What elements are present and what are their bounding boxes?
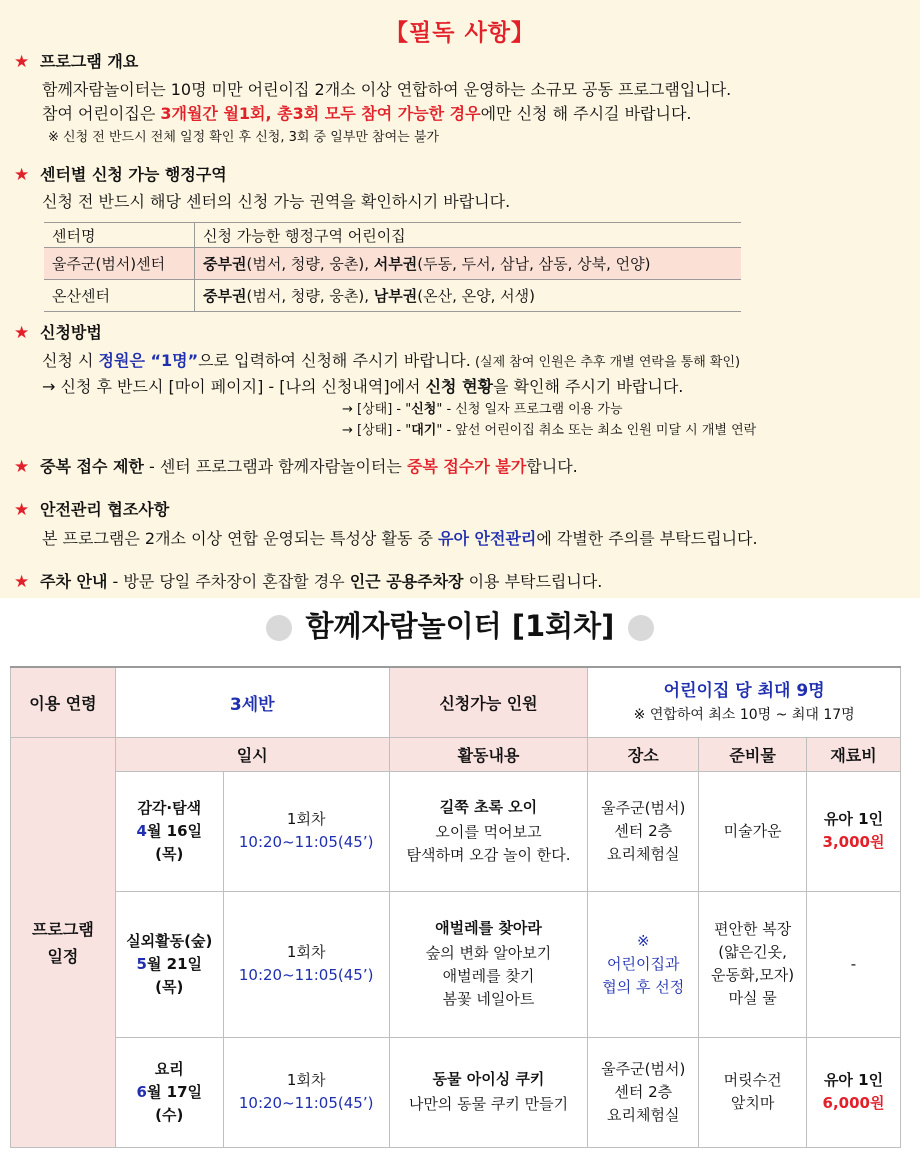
duplicate-heading: 중복 접수 제한 xyxy=(40,457,144,476)
circle-icon xyxy=(266,615,292,641)
session-prep: 미술가운 xyxy=(699,771,807,891)
overview-line-1: 함께자람놀이터는 10명 미만 어린이집 2개소 이상 연합하여 운영하는 소규모 공동 프로그램입니다. xyxy=(42,80,732,99)
center-name: 온산센터 xyxy=(44,280,195,312)
session-prep: 편안한 복장 (얇은긴옷, 운동화,모자) 마실 물 xyxy=(699,891,807,1037)
center-name: 울주군(범서)센터 xyxy=(44,248,195,280)
circle-icon xyxy=(628,615,654,641)
overview-note: ※ 신청 전 반드시 전체 일정 확인 후 신청, 3회 중 일부만 참여는 불가 xyxy=(48,130,439,145)
col-date: 일시 xyxy=(115,737,389,771)
table-row xyxy=(44,280,741,312)
session-place: 울주군(범서) 센터 2층 요리체험실 xyxy=(588,1037,699,1147)
overview-line-2: 참여 어린이집은 3개월간 월1회, 총3회 모두 참여 가능한 경우에만 신청 해 주시길 바랍니다. xyxy=(42,104,692,123)
star-icon: ★ xyxy=(14,165,30,185)
region-table xyxy=(44,222,741,312)
session-time: 1회차 10:20~11:05(45’) xyxy=(223,891,389,1037)
col-activity: 활동내용 xyxy=(389,737,588,771)
table-row xyxy=(11,771,901,891)
session-time: 1회차 10:20~11:05(45’) xyxy=(223,1037,389,1147)
regions-section xyxy=(14,164,510,214)
safety-section xyxy=(14,499,758,551)
overview-section xyxy=(14,51,731,150)
capacity-value: 어린이집 당 최대 9명 xyxy=(663,681,825,702)
table-row xyxy=(11,891,901,1037)
session-date: 요리 6월 17일 (수) xyxy=(115,1037,223,1147)
table-row xyxy=(44,248,741,280)
star-icon: ★ xyxy=(14,323,30,343)
session-place: ※ 어린이집과 협의 후 선정 xyxy=(588,891,699,1037)
capacity-note: ※ 연합하여 최소 10명 ~ 최대 17명 xyxy=(633,707,855,724)
col-center: 센터명 xyxy=(44,223,195,248)
age-value: 3세반 xyxy=(115,667,389,737)
center-area: 중부권(범서, 청량, 웅촌), 서부권(두동, 두서, 삼남, 삼동, 상북, 언양) xyxy=(195,248,742,280)
session-activity: 동물 아이싱 쿠키 나만의 동물 쿠키 만들기 xyxy=(389,1037,588,1147)
session-time: 1회차 10:20~11:05(45’) xyxy=(223,771,389,891)
method-section xyxy=(14,322,756,441)
duplicate-section: ★ 중복 접수 제한 - 센터 프로그램과 함께자람놀이터는 중복 접수가 불가합니다. xyxy=(14,457,578,477)
method-status-2: → [상태] - "대기" - 앞선 어린이집 취소 또는 최소 인원 미달 시 개별 연락 xyxy=(342,423,757,438)
overview-heading: 프로그램 개요 xyxy=(40,52,139,71)
capacity-cell xyxy=(588,667,901,737)
session-fee: - xyxy=(807,891,901,1037)
center-area: 중부권(범서, 청량, 웅촌), 남부권(온산, 온양, 서생) xyxy=(195,280,742,312)
parking-heading: 주차 안내 xyxy=(40,572,108,591)
method-heading: 신청방법 xyxy=(40,323,102,342)
star-icon: ★ xyxy=(14,572,30,592)
session-fee: 유아 1인 6,000원 xyxy=(807,1037,901,1147)
notice-title: 【필독 사항】 xyxy=(385,20,535,46)
star-icon: ★ xyxy=(14,500,30,520)
star-icon: ★ xyxy=(14,52,30,72)
region-table-header xyxy=(44,223,741,248)
schedule-label: 프로그램 일정 xyxy=(11,737,116,1147)
age-label: 이용 연령 xyxy=(11,667,116,737)
regions-heading: 센터별 신청 가능 행정구역 xyxy=(40,165,227,184)
method-line-2: → 신청 후 반드시 [마이 페이지] - [나의 신청내역]에서 신청 현황을 확인해 주시기 바랍니다. xyxy=(42,377,684,396)
session-date: 실외활동(숲) 5월 21일 (목) xyxy=(115,891,223,1037)
regions-intro: 신청 전 반드시 해당 센터의 신청 가능 권역을 확인하시기 바랍니다. xyxy=(42,192,511,211)
schedule-table xyxy=(10,666,901,1148)
program-title: 함께자람놀이터 [1회차] xyxy=(0,604,920,645)
session-prep: 머릿수건 앞치마 xyxy=(699,1037,807,1147)
col-area: 신청 가능한 행정구역 어린이집 xyxy=(195,223,742,248)
session-date: 감각·탐색 4월 16일 (목) xyxy=(115,771,223,891)
session-place: 울주군(범서) 센터 2층 요리체험실 xyxy=(588,771,699,891)
col-place: 장소 xyxy=(588,737,699,771)
safety-line: 본 프로그램은 2개소 이상 연합 운영되는 특성상 활동 중 유아 안전관리에 각별한 주의를 부탁드립니다. xyxy=(42,529,758,548)
method-status-1: → [상태] - "신청" - 신청 일자 프로그램 이용 가능 xyxy=(342,402,623,417)
schedule-header-row xyxy=(11,737,901,771)
session-activity: 길쭉 초록 오이 오이를 먹어보고 탐색하며 오감 놀이 한다. xyxy=(389,771,588,891)
parking-section: ★ 주차 안내 - 방문 당일 주차장이 혼잡할 경우 인근 공용주차장 이용 부탁드립니다. xyxy=(14,572,603,592)
method-line-1: 신청 시 정원은 “1명”으로 입력하여 신청해 주시기 바랍니다. (실제 참여 인원은 추후 개별 연락을 통해 확인) xyxy=(42,351,741,370)
safety-heading: 안전관리 협조사항 xyxy=(40,500,170,519)
capacity-label: 신청가능 인원 xyxy=(389,667,588,737)
session-activity: 애벌레를 찾아라 숲의 변화 알아보기 애벌레를 찾기 봄꽃 네일아트 xyxy=(389,891,588,1037)
col-prep: 준비물 xyxy=(699,737,807,771)
session-fee: 유아 1인 3,000원 xyxy=(807,771,901,891)
star-icon: ★ xyxy=(14,457,30,477)
age-row xyxy=(11,667,901,737)
table-row xyxy=(11,1037,901,1147)
col-fee: 재료비 xyxy=(807,737,901,771)
